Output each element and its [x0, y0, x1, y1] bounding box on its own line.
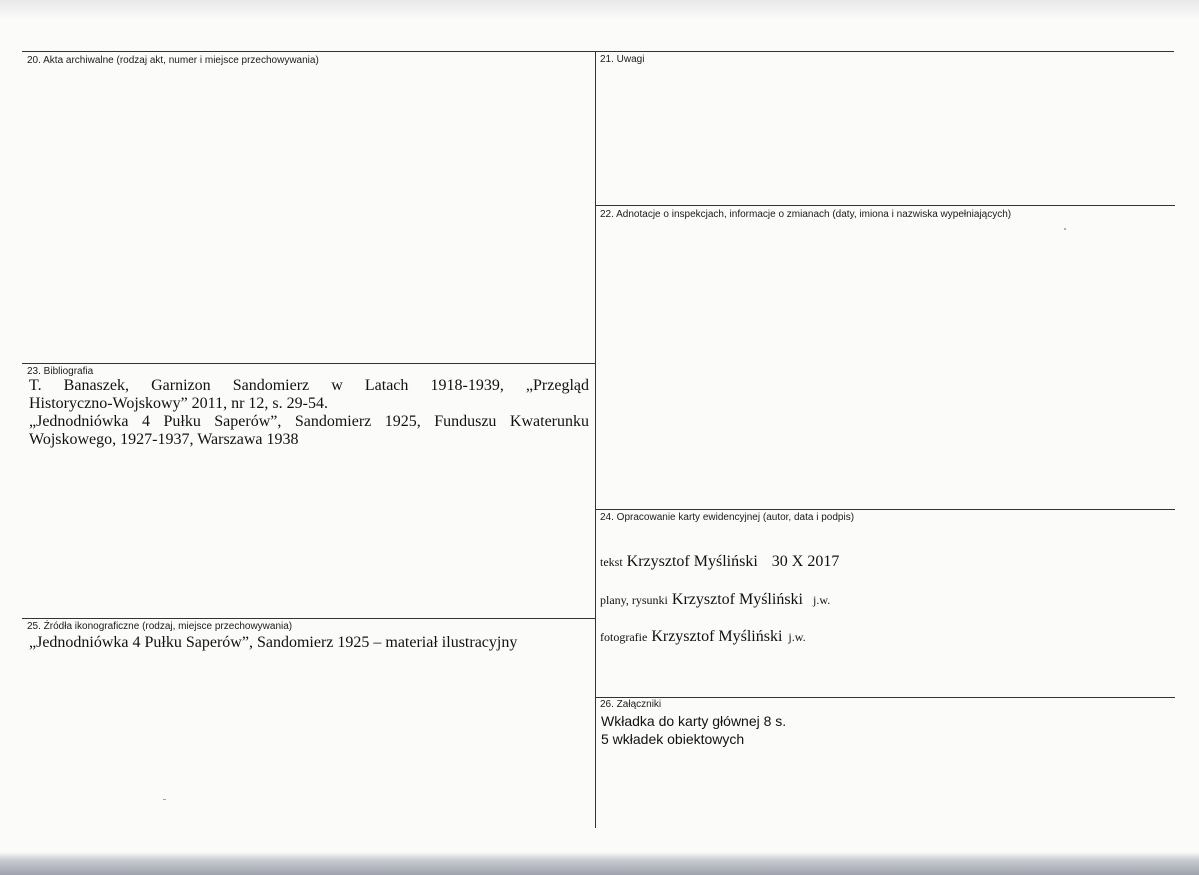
center-divider [595, 51, 596, 828]
iconography-text: „Jednodniówka 4 Pułku Saperów”, Sandomierz 1925 – materiał ilustracyjny [29, 634, 518, 651]
bibliography-line: Historyczno-Wojskowy” 2011, nr 12, s. 29-54. [29, 395, 328, 412]
section-25-label: 25. Źródła ikonograficzne (rodzaj, miejsce przechowywania) [27, 621, 293, 632]
section-23-label: 23. Bibliografia [27, 366, 94, 377]
bibliography-line: T. Banaszek, Garnizon Sandomierz w Latach 1918-1939, „Przegląd [29, 377, 589, 394]
bibliography-line: „Jednodniówka 4 Pułku Saperów”, Sandomierz 1925, Funduszu Kwaterunku [29, 413, 589, 430]
rule-24 [595, 509, 1175, 510]
rule-22 [595, 205, 1175, 206]
author-entry-plans [600, 591, 830, 609]
author-role: plany, rysunki [600, 593, 668, 607]
section-22-label: 22. Adnotacje o inspekcjach, informacje o zmianach (daty, imiona i nazwiska wypełniających) [600, 209, 1012, 220]
attachment-line: Wkładka do karty głównej 8 s. [601, 713, 787, 729]
rule-26 [595, 697, 1175, 698]
rule-25 [22, 618, 596, 619]
speck-mark [1064, 228, 1066, 230]
author-name: Krzysztof Myśliński [671, 591, 803, 608]
author-name: Krzysztof Myśliński [651, 628, 783, 645]
author-date: j.w. [788, 630, 806, 644]
section-24-label: 24. Opracowanie karty ewidencyjnej (autor, data i podpis) [600, 512, 855, 523]
section-21-label: 21. Uwagi [600, 54, 645, 65]
author-role: tekst [600, 555, 623, 569]
bibliography-text [29, 377, 589, 449]
attachment-line: 5 wkładek obiektowych [601, 731, 745, 747]
author-date: j.w. [813, 593, 831, 607]
top-rule [22, 51, 1174, 52]
author-name: Krzysztof Myśliński [626, 553, 758, 570]
section-26-label: 26. Załączniki [600, 699, 662, 710]
author-entry-text [600, 553, 839, 571]
rule-23 [22, 363, 596, 364]
scan-bottom-shading [0, 852, 1199, 875]
speck-mark [163, 799, 166, 800]
author-entry-photos [600, 628, 806, 646]
author-date: 30 X 2017 [771, 553, 840, 570]
scan-top-shading [0, 0, 1199, 20]
section-20-label: 20. Akta archiwalne (rodzaj akt, numer i miejsce przechowywania) [27, 55, 319, 66]
bibliography-line: Wojskowego, 1927-1937, Warszawa 1938 [29, 431, 299, 448]
author-role: fotografie [600, 630, 648, 644]
